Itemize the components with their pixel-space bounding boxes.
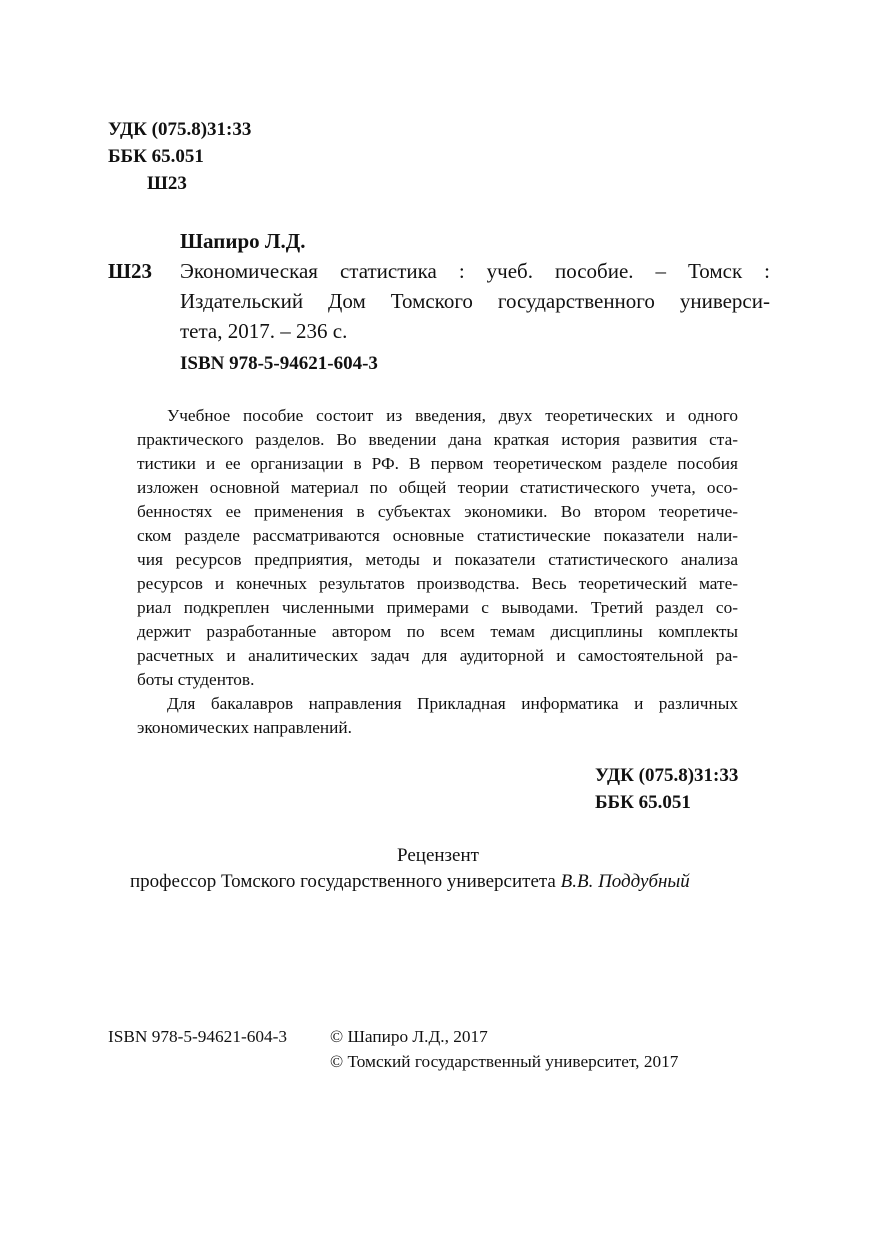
abstract-line: ресурсов и конечных результатов производства. Весь теоретический мате- bbox=[137, 574, 738, 593]
abstract-line: ском разделе рассматриваются основные статистические показатели нали- bbox=[137, 526, 738, 545]
copyright-isbn: ISBN 978-5-94621-604-3 bbox=[108, 1027, 288, 1046]
abstract-line: изложен основной материал по общей теории статистического учета, осо- bbox=[137, 478, 738, 497]
copyright-university: © Томский государственный университет, 2017 bbox=[330, 1052, 679, 1071]
entry-line-2: Издательский Дом Томского государственного универси- bbox=[180, 289, 770, 313]
author-name: Шапиро Л.Д. bbox=[180, 229, 306, 253]
reviewer-heading: Рецензент bbox=[397, 845, 479, 866]
abstract-line: боты студентов. bbox=[137, 670, 255, 689]
entry-line-3: тета, 2017. – 236 с. bbox=[180, 319, 348, 343]
reviewer-line bbox=[130, 870, 690, 894]
abstract-line: чия ресурсов предприятия, методы и показатели статистического анализа bbox=[137, 550, 738, 569]
reviewer-text: профессор Томского государственного университета bbox=[130, 871, 561, 892]
abstract-line: практического разделов. Во введении дана краткая история развития ста- bbox=[137, 430, 738, 449]
abstract-line: риал подкреплен численными примерами с выводами. Третий раздел со- bbox=[137, 598, 738, 617]
abstract-line: тистики и ее организации в РФ. В первом теоретическом разделе пособия bbox=[137, 454, 738, 473]
copyright-author: © Шапиро Л.Д., 2017 bbox=[330, 1027, 488, 1046]
audience-line: экономических направлений. bbox=[137, 718, 352, 737]
abstract-line: Учебное пособие состоит из введения, двух теоретических и одного bbox=[167, 406, 738, 425]
bbk-code: ББК 65.051 bbox=[108, 146, 204, 167]
entry-line-1: Экономическая статистика : учеб. пособие. – Томск : bbox=[180, 259, 770, 283]
audience-line: Для бакалавров направления Прикладная информатика и различных bbox=[167, 694, 738, 713]
author-sign: Ш23 bbox=[147, 173, 187, 194]
abstract-line: бенностях ее применения в субъектах экономики. Во втором теоретиче- bbox=[137, 502, 738, 521]
reviewer-name: В.В. Поддубный bbox=[560, 871, 690, 892]
bbk-code-bottom: ББК 65.051 bbox=[595, 792, 691, 813]
abstract-line: расчетных и аналитических задач для аудиторной и самостоятельной ра- bbox=[137, 646, 738, 665]
entry-isbn: ISBN 978-5-94621-604-3 bbox=[180, 353, 378, 374]
udk-code: УДК (075.8)31:33 bbox=[108, 119, 252, 140]
entry-author-sign: Ш23 bbox=[108, 259, 153, 283]
udk-code-bottom: УДК (075.8)31:33 bbox=[595, 765, 739, 786]
abstract-line: держит разработанные автором по всем темам дисциплины комплекты bbox=[137, 622, 738, 641]
